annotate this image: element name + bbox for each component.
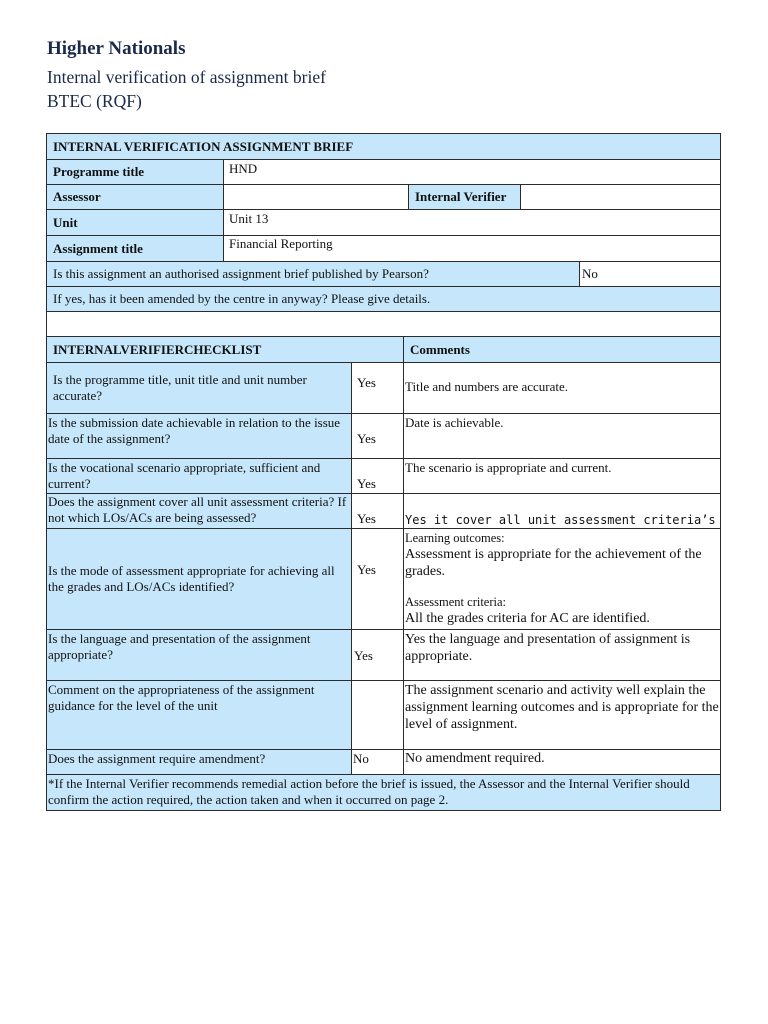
- checklist-question-1: Is the programme title, unit title and unit number accurate?: [46, 362, 352, 414]
- programme-title-label: Programme title: [46, 159, 224, 185]
- checklist-comment-5[interactable]: [403, 528, 721, 630]
- checklist-comment-1[interactable]: Title and numbers are accurate.: [403, 362, 721, 414]
- footnote: *If the Internal Verifier recommends remedial action before the brief is issued, the Assessor and the Internal Verifier should confirm the action required, the action taken and when it occurred on page 2.: [46, 774, 721, 811]
- authorised-question: Is this assignment an authorised assignment brief published by Pearson?: [46, 261, 580, 287]
- checklist-answer-7[interactable]: [351, 680, 404, 750]
- amended-question: If yes, has it been amended by the centre in anyway? Please give details.: [46, 286, 721, 312]
- authorised-answer[interactable]: No: [579, 261, 721, 287]
- checklist-comment-2[interactable]: Date is achievable.: [403, 413, 721, 459]
- checklist-answer-8[interactable]: No: [351, 749, 404, 775]
- learning-outcomes-label: Learning outcomes:: [405, 531, 505, 545]
- internal-verifier-label: Internal Verifier: [408, 184, 521, 210]
- page-subtitle: Internal verification of assignment brief: [47, 67, 326, 87]
- checklist-answer-5[interactable]: Yes: [351, 528, 404, 630]
- checklist-comment-3[interactable]: The scenario is appropriate and current.: [403, 458, 721, 494]
- checklist-comment-6[interactable]: Yes the language and presentation of assignment is appropriate.: [403, 629, 721, 681]
- assessor-value[interactable]: [223, 184, 409, 210]
- checklist-answer-2[interactable]: Yes: [351, 413, 404, 459]
- checklist-question-2: Is the submission date achievable in relation to the issue date of the assignment?: [46, 413, 352, 459]
- checklist-question-8: Does the assignment require amendment?: [46, 749, 352, 775]
- checklist-answer-3[interactable]: Yes: [351, 458, 404, 494]
- assignment-title-label: Assignment title: [46, 235, 224, 262]
- page-title: Higher Nationals: [47, 38, 186, 59]
- assignment-title-value[interactable]: Financial Reporting: [223, 235, 721, 262]
- assessor-label: Assessor: [46, 184, 224, 210]
- checklist-answer-6[interactable]: Yes: [351, 629, 404, 681]
- checklist-answer-1[interactable]: Yes: [351, 362, 404, 414]
- checklist-question-6: Is the language and presentation of the assignment appropriate?: [46, 629, 352, 681]
- unit-value[interactable]: Unit 13: [223, 209, 721, 236]
- unit-label: Unit: [46, 209, 224, 236]
- programme-title-value[interactable]: HND: [223, 159, 721, 185]
- brief-heading: INTERNAL VERIFICATION ASSIGNMENT BRIEF: [46, 133, 721, 160]
- checklist-question-3: Is the vocational scenario appropriate, sufficient and current?: [46, 458, 352, 494]
- amended-details[interactable]: [46, 311, 721, 337]
- checklist-answer-4[interactable]: Yes: [351, 493, 404, 529]
- page-subtitle-qualification: BTEC (RQF): [47, 91, 142, 111]
- learning-outcomes-comment: Assessment is appropriate for the achievement of the grades.: [405, 547, 702, 579]
- assessment-criteria-label: Assessment criteria:: [405, 595, 507, 609]
- checklist-question-7: Comment on the appropriateness of the assignment guidance for the level of the unit: [46, 680, 352, 750]
- checklist-comment-7[interactable]: The assignment scenario and activity well explain the assignment learning outcomes and is appropriate for the level of assignment.: [403, 680, 721, 750]
- comments-heading: Comments: [403, 336, 721, 363]
- checklist-question-4: Does the assignment cover all unit assessment criteria? If not which LOs/ACs are being assessed?: [46, 493, 352, 529]
- checklist-comment-8[interactable]: No amendment required.: [403, 749, 721, 775]
- checklist-question-5: Is the mode of assessment appropriate for achieving all the grades and LOs/ACs identified?: [46, 528, 352, 630]
- internal-verifier-value[interactable]: [520, 184, 721, 210]
- checklist-heading: INTERNALVERIFIERCHECKLIST: [46, 336, 404, 363]
- checklist-comment-4[interactable]: Yes it cover all unit assessment criteria’s: [403, 493, 721, 529]
- assessment-criteria-comment: All the grades criteria for AC are identified.: [405, 611, 650, 626]
